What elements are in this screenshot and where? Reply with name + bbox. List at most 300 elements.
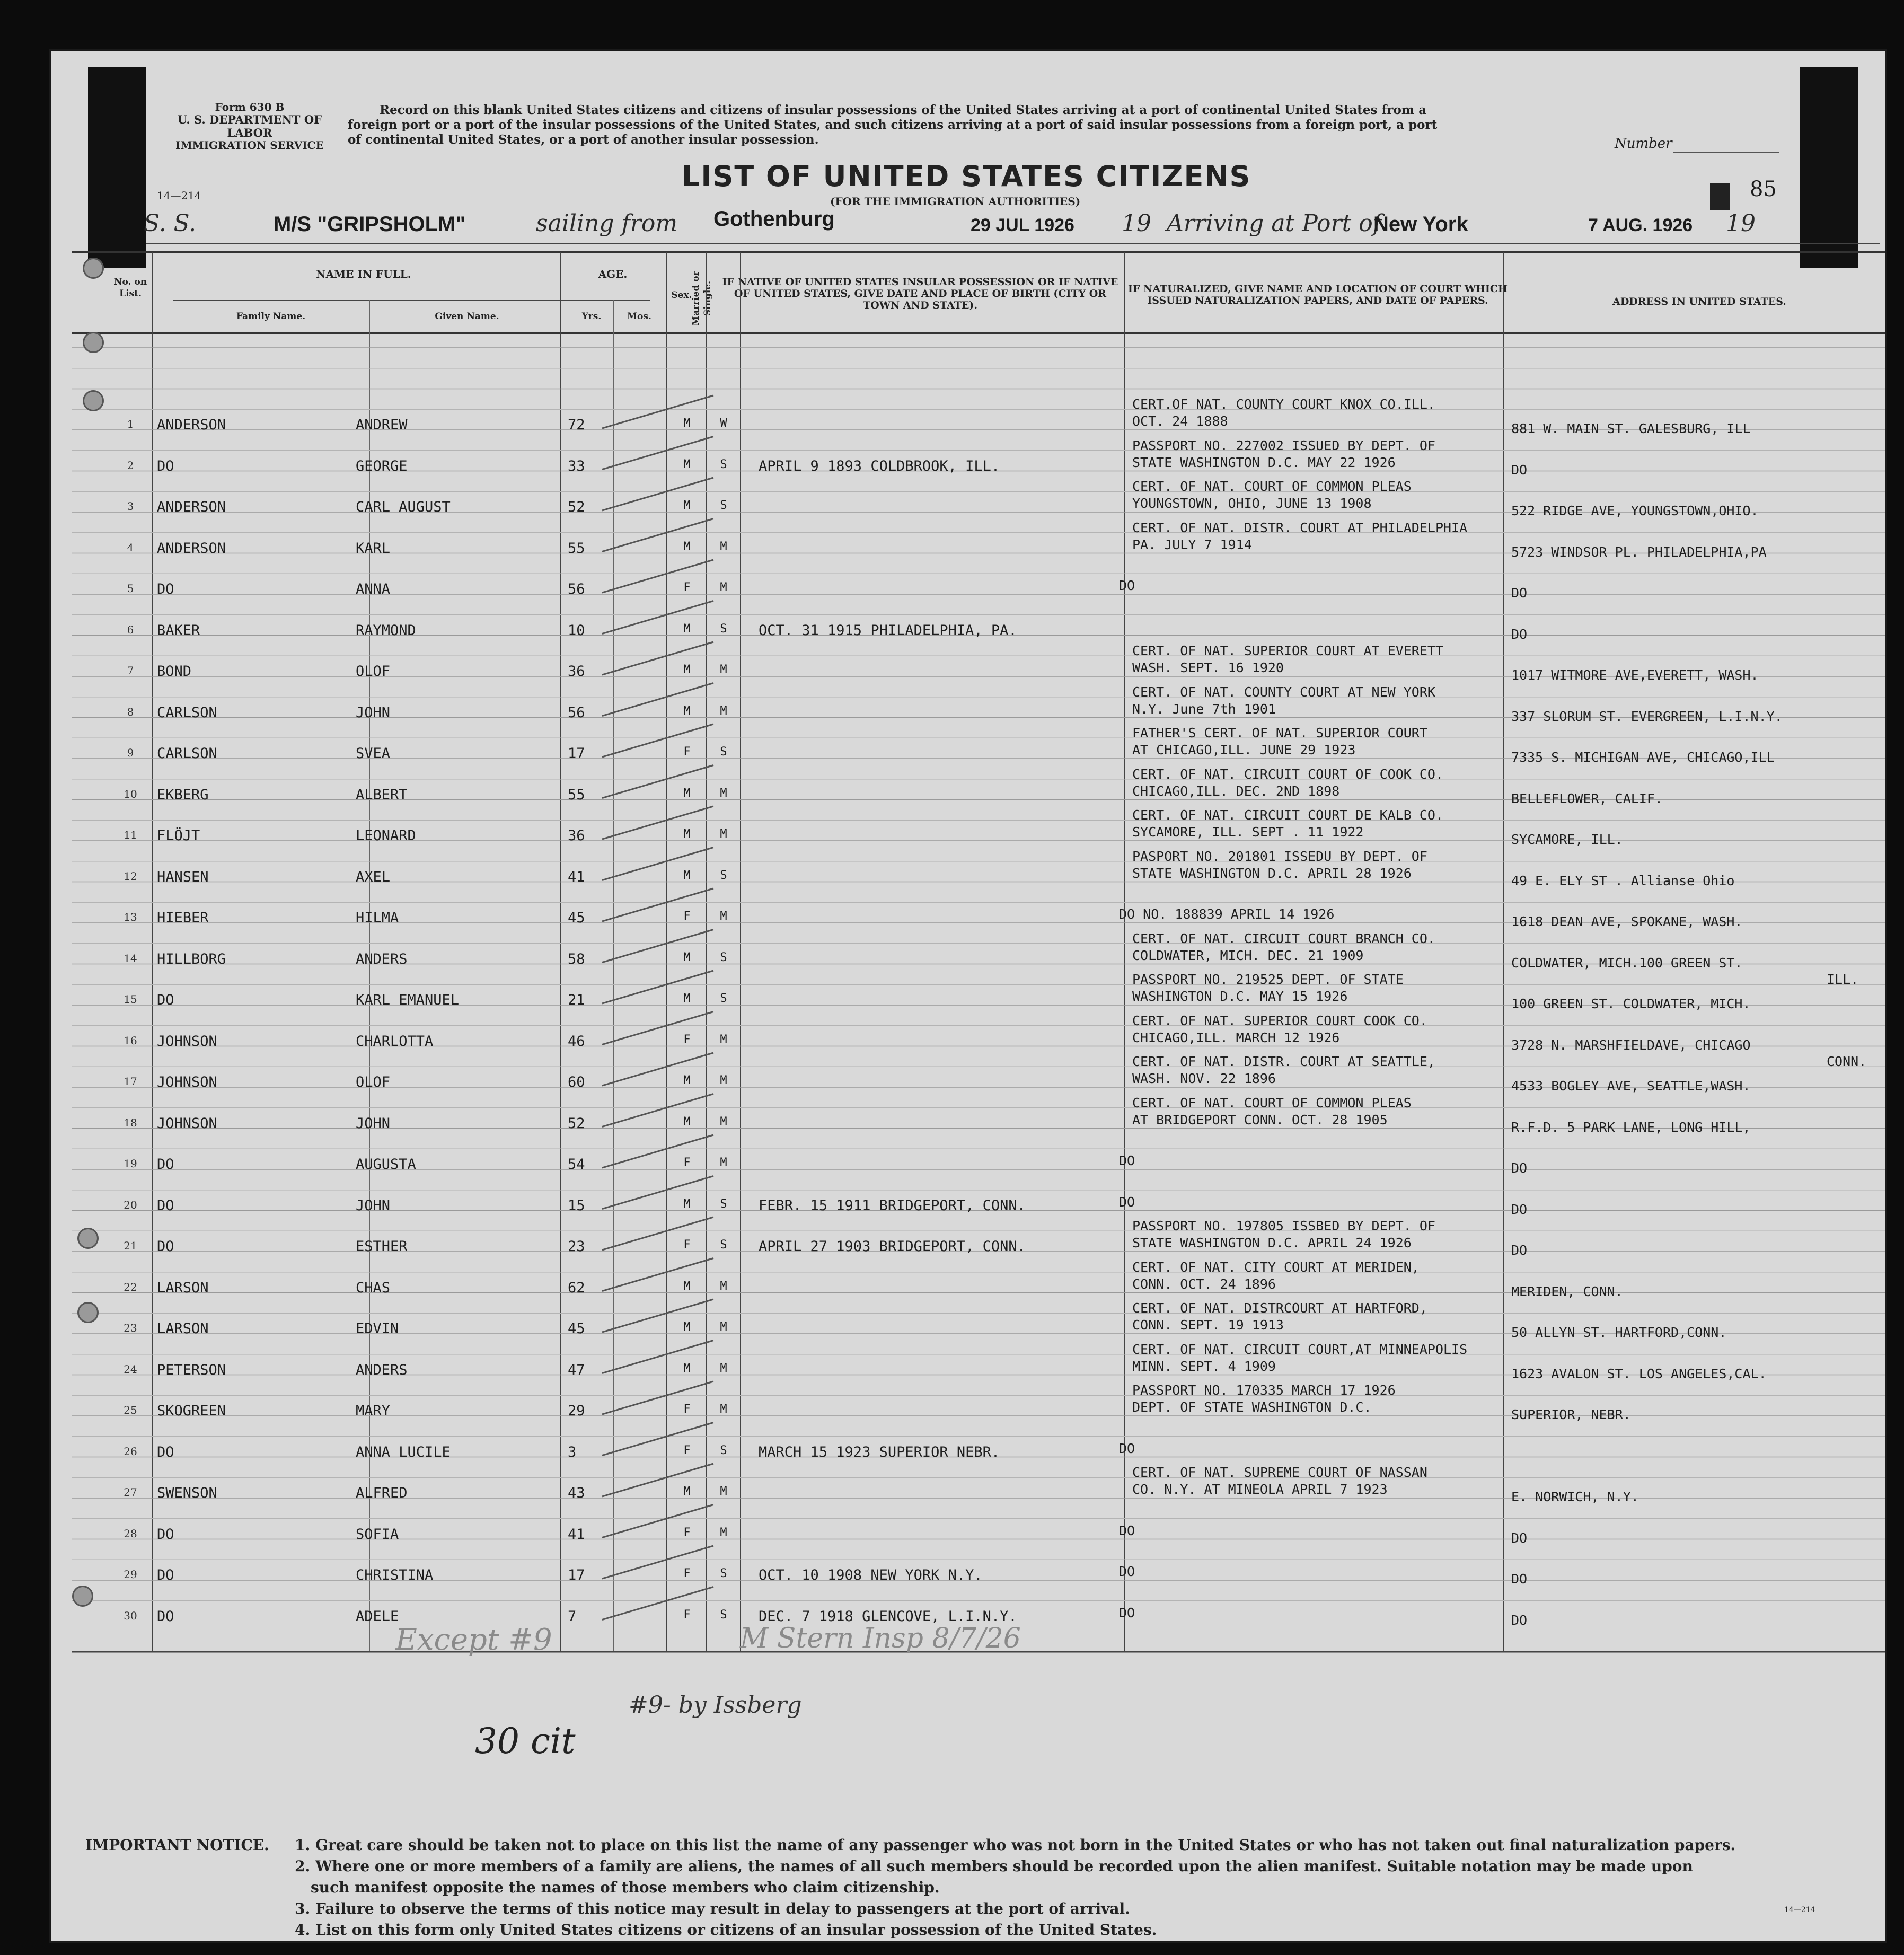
- age-years: 45: [568, 1320, 585, 1337]
- given-name: CHARLOTTA: [356, 1033, 434, 1050]
- header-months: Mos.: [627, 311, 651, 322]
- address: 881 W. MAIN ST. GALESBURG, ILL: [1511, 421, 1751, 436]
- age-years: 7: [568, 1608, 577, 1625]
- age-years: 17: [568, 745, 585, 762]
- sex-value: F: [683, 1156, 691, 1169]
- naturalization-line-2: STATE WASHINGTON D.C. APRIL 28 1926: [1132, 865, 1412, 881]
- row-number: 15: [124, 993, 137, 1006]
- address: 3728 N. MARSHFIELDAVE, CHICAGO: [1511, 1037, 1751, 1053]
- naturalization-line-2: STATE WASHINGTON D.C. APRIL 24 1926: [1132, 1235, 1412, 1251]
- sex-value: M: [683, 457, 691, 471]
- row-number: 1: [127, 418, 134, 430]
- sex-value: F: [683, 1608, 691, 1622]
- sex-value: M: [683, 499, 691, 512]
- given-name: MARY: [356, 1403, 391, 1419]
- address: DO: [1511, 1571, 1528, 1587]
- naturalization-line-2: DO: [1119, 1522, 1135, 1538]
- row-number: 26: [124, 1445, 137, 1458]
- family-name: CARLSON: [157, 745, 217, 762]
- given-name: CARL AUGUST: [356, 499, 451, 515]
- marital-status: M: [720, 1074, 727, 1087]
- family-name: SWENSON: [157, 1485, 217, 1501]
- punch-hole: [72, 1586, 93, 1607]
- page-subtitle: (FOR THE IMMIGRATION AUTHORITIES): [830, 195, 1081, 208]
- address: DO: [1511, 1243, 1528, 1258]
- marital-status: M: [720, 1485, 727, 1498]
- address: SUPERIOR, NEBR.: [1511, 1407, 1631, 1422]
- naturalization-line-1: CERT. OF NAT. SUPREME COURT OF NASSAN: [1132, 1465, 1427, 1480]
- family-name: DO: [157, 1443, 174, 1460]
- handwritten-citizen-count: 30 cit: [475, 1721, 576, 1762]
- sex-value: M: [683, 663, 691, 676]
- year-label-2: 19: [1726, 210, 1756, 237]
- naturalization-line-2: CONN. OCT. 24 1896: [1132, 1276, 1276, 1292]
- address: E. NORWICH, N.Y.: [1511, 1489, 1639, 1504]
- marital-status: S: [720, 745, 727, 759]
- given-name: SVEA: [356, 745, 391, 762]
- service-name: IMMIGRATION SERVICE: [175, 139, 324, 152]
- given-name: KARL: [356, 540, 391, 557]
- given-name: CHAS: [356, 1279, 391, 1296]
- given-name: LEONARD: [356, 827, 416, 844]
- naturalization-line-2: DO: [1119, 1194, 1135, 1210]
- given-name: ANDREW: [356, 417, 408, 433]
- header-address: ADDRESS IN UNITED STATES.: [1612, 296, 1786, 307]
- row-number: 9: [127, 746, 134, 759]
- birth-info: DEC. 7 1918 GLENCOVE, L.I.N.Y.: [759, 1608, 1017, 1625]
- marital-status: M: [720, 1115, 727, 1129]
- sailing-label: sailing from: [536, 210, 678, 237]
- given-name: ESTHER: [356, 1238, 408, 1255]
- row-number: 13: [124, 911, 137, 923]
- corner-code: 14—214: [1784, 1906, 1815, 1914]
- port-to: New York: [1373, 213, 1468, 236]
- address: 49 E. ELY ST . Allianse Ohio: [1511, 873, 1735, 888]
- age-years: 43: [568, 1485, 585, 1501]
- header-given-name: Given Name.: [435, 311, 499, 322]
- age-years: 46: [568, 1033, 585, 1050]
- sex-value: F: [683, 1567, 691, 1580]
- marital-status: S: [720, 868, 727, 882]
- marital-status: M: [720, 1361, 727, 1375]
- row-number: 11: [124, 829, 137, 841]
- address: 1618 DEAN AVE, SPOKANE, WASH.: [1511, 914, 1743, 929]
- sex-value: M: [683, 704, 691, 718]
- marital-status: M: [720, 581, 727, 594]
- family-name: DO: [157, 1526, 174, 1543]
- notice-item: 4. List on this form only United States citizens or citizens of an insular possession of the United States.: [295, 1921, 1157, 1939]
- row-number: 2: [127, 459, 134, 472]
- age-years: 17: [568, 1567, 585, 1583]
- row-number: 24: [124, 1362, 137, 1376]
- given-name: ANDERS: [356, 1361, 408, 1378]
- given-name: ANDERS: [356, 950, 408, 967]
- address-continuation: CONN.: [1827, 1054, 1867, 1069]
- given-name: ALFRED: [356, 1485, 408, 1501]
- department-name: U. S. DEPARTMENT OF LABOR: [177, 113, 322, 139]
- address: 100 GREEN ST. COLDWATER, MICH.: [1511, 996, 1751, 1011]
- header-name-in-full: NAME IN FULL.: [316, 268, 411, 280]
- sex-value: F: [683, 1526, 691, 1539]
- naturalization-line-1: CERT. OF NAT. DISTR. COURT AT PHILADELPHIA: [1132, 519, 1468, 535]
- age-years: 55: [568, 540, 585, 557]
- family-name: DO: [157, 1238, 174, 1255]
- given-name: JOHN: [356, 1115, 391, 1132]
- naturalization-line-1: PASSPORT NO. 227002 ISSUED BY DEPT. OF: [1132, 437, 1435, 453]
- naturalization-line-1: CERT. OF NAT. DISTRCOURT AT HARTFORD,: [1132, 1300, 1427, 1316]
- sex-value: F: [683, 1238, 691, 1252]
- address: 50 ALLYN ST. HARTFORD,CONN.: [1511, 1325, 1727, 1340]
- marital-status: M: [720, 663, 727, 676]
- handwritten-row9-note: #9- by Issberg: [629, 1692, 802, 1719]
- age-years: 41: [568, 1526, 585, 1543]
- row-number: 8: [127, 705, 134, 718]
- address: 4533 BOGLEY AVE, SEATTLE,WASH.: [1511, 1078, 1751, 1094]
- address: 5723 WINDSOR PL. PHILADELPHIA,PA: [1511, 544, 1767, 560]
- row-number: 20: [124, 1198, 137, 1211]
- age-years: 56: [568, 581, 585, 597]
- ss-label: S. S.: [144, 210, 197, 237]
- naturalization-line-1: CERT. OF NAT. CIRCUIT COURT OF COOK CO.: [1132, 766, 1443, 782]
- row-number: 21: [124, 1239, 137, 1252]
- marital-status: M: [720, 910, 727, 923]
- naturalization-line-2: DEPT. OF STATE WASHINGTON D.C.: [1132, 1399, 1372, 1415]
- family-name: DO: [157, 992, 174, 1008]
- age-years: 23: [568, 1238, 585, 1255]
- marital-status: M: [720, 827, 727, 841]
- age-years: 33: [568, 457, 585, 474]
- family-name: DO: [157, 1197, 174, 1214]
- address: DO: [1511, 1612, 1528, 1628]
- sex-value: M: [683, 1074, 691, 1087]
- age-years: 41: [568, 868, 585, 885]
- given-name: KARL EMANUEL: [356, 992, 460, 1008]
- marital-status: S: [720, 457, 727, 471]
- given-name: CHRISTINA: [356, 1567, 434, 1583]
- marital-status: W: [720, 417, 727, 430]
- notice-item: such manifest opposite the names of those members who claim citizenship.: [311, 1879, 940, 1896]
- header-years: Yrs.: [581, 311, 602, 322]
- age-years: 15: [568, 1197, 585, 1214]
- row-number: 3: [127, 500, 134, 513]
- marital-status: S: [720, 950, 727, 964]
- family-name: BAKER: [157, 622, 200, 639]
- marital-status: M: [720, 704, 727, 718]
- birth-info: MARCH 15 1923 SUPERIOR NEBR.: [759, 1443, 1000, 1460]
- sex-value: F: [683, 1403, 691, 1416]
- sex-value: M: [683, 992, 691, 1005]
- notice-item: 3. Failure to observe the terms of this notice may result in delay to passengers at the port of arrival.: [295, 1900, 1130, 1917]
- row-number: 16: [124, 1034, 137, 1047]
- marital-status: M: [720, 1526, 727, 1539]
- naturalization-line-2: STATE WASHINGTON D.C. MAY 22 1926: [1132, 454, 1396, 470]
- naturalization-line-1: CERT. OF NAT. CITY COURT AT MERIDEN,: [1132, 1259, 1420, 1275]
- address-continuation: ILL.: [1827, 972, 1859, 987]
- notice-heading: IMPORTANT NOTICE.: [85, 1836, 269, 1854]
- age-years: 52: [568, 499, 585, 515]
- sex-value: F: [683, 1033, 691, 1046]
- marital-status: M: [720, 1033, 727, 1046]
- naturalization-line-2: WASHINGTON D.C. MAY 15 1926: [1132, 989, 1348, 1004]
- row-number: 6: [127, 623, 134, 636]
- address: SYCAMORE, ILL.: [1511, 832, 1623, 847]
- naturalization-line-2: CHICAGO,ILL. MARCH 12 1926: [1132, 1029, 1340, 1045]
- row-number: 27: [124, 1486, 137, 1499]
- sex-value: F: [683, 1443, 691, 1457]
- family-name: DO: [157, 1156, 174, 1173]
- naturalization-line-1: CERT. OF NAT. COUNTY COURT AT NEW YORK: [1132, 684, 1435, 700]
- row-number: 30: [124, 1609, 137, 1622]
- family-name: ANDERSON: [157, 499, 226, 515]
- naturalization-line-2: CHICAGO,ILL. DEC. 2ND 1898: [1132, 783, 1340, 799]
- marital-status: M: [720, 1320, 727, 1334]
- birth-info: APRIL 27 1903 BRIDGEPORT, CONN.: [759, 1238, 1026, 1255]
- given-name: AUGUSTA: [356, 1156, 416, 1173]
- naturalization-line-1: CERT. OF NAT. DISTR. COURT AT SEATTLE,: [1132, 1054, 1435, 1069]
- page-title: LIST OF UNITED STATES CITIZENS: [682, 160, 1251, 193]
- naturalization-line-2: DO: [1119, 578, 1135, 593]
- row-number: 23: [124, 1322, 137, 1334]
- naturalization-line-2: CONN. SEPT. 19 1913: [1132, 1317, 1284, 1333]
- list-number: 85: [1750, 177, 1777, 201]
- marital-status: M: [720, 1156, 727, 1169]
- address: BELLEFLOWER, CALIF.: [1511, 790, 1663, 806]
- naturalization-line-2: WASH. SEPT. 16 1920: [1132, 660, 1284, 675]
- punch-hole: [77, 1302, 99, 1323]
- family-name: DO: [157, 1608, 174, 1625]
- given-name: JOHN: [356, 704, 391, 721]
- naturalization-line-1: CERT. OF NAT. CIRCUIT COURT BRANCH CO.: [1132, 930, 1435, 946]
- sex-value: M: [683, 417, 691, 430]
- birth-info: APRIL 9 1893 COLDBROOK, ILL.: [759, 457, 1000, 474]
- naturalization-line-2: CO. N.Y. AT MINEOLA APRIL 7 1923: [1132, 1482, 1388, 1497]
- record-line-1: Record on this blank United States citizens and citizens of insular possessions of the United States arriving at a port of continental United States from a: [380, 103, 1427, 117]
- age-years: 62: [568, 1279, 585, 1296]
- family-name: EKBERG: [157, 786, 209, 803]
- age-years: 47: [568, 1361, 585, 1378]
- punch-hole: [83, 390, 104, 411]
- naturalization-line-1: PASPORT NO. 201801 ISSEDU BY DEPT. OF: [1132, 848, 1427, 864]
- family-name: ANDERSON: [157, 417, 226, 433]
- sex-value: M: [683, 827, 691, 841]
- family-name: SKOGREEN: [157, 1403, 226, 1419]
- sex-value: M: [683, 1197, 691, 1211]
- naturalization-line-2: AT BRIDGEPORT CONN. OCT. 28 1905: [1132, 1112, 1388, 1128]
- sex-value: M: [683, 1361, 691, 1375]
- sex-value: M: [683, 1320, 691, 1334]
- form-number: Form 630 B: [215, 101, 285, 113]
- sex-value: M: [683, 1279, 691, 1293]
- punch-hole: [83, 258, 104, 279]
- age-years: 36: [568, 827, 585, 844]
- header-naturalized: IF NATURALIZED, GIVE NAME AND LOCATION OF COURT WHICH ISSUED NATURALIZATION PAPERS, AND DATE OF PAPERS.: [1128, 283, 1508, 306]
- header-no: No. on List.: [113, 277, 147, 299]
- given-name: JOHN: [356, 1197, 391, 1214]
- row-number: 22: [124, 1280, 137, 1293]
- address: DO: [1511, 585, 1528, 601]
- age-years: 3: [568, 1443, 577, 1460]
- header-married: Married or Single.: [691, 271, 713, 326]
- family-name: ANDERSON: [157, 540, 226, 557]
- given-name: GEORGE: [356, 457, 408, 474]
- marital-status: S: [720, 992, 727, 1005]
- naturalization-line-2: COLDWATER, MICH. DEC. 21 1909: [1132, 947, 1364, 963]
- address: COLDWATER, MICH.100 GREEN ST.: [1511, 955, 1743, 971]
- marital-status: M: [720, 1279, 727, 1293]
- header-sex: Sex.: [671, 290, 692, 301]
- naturalization-line-2: MINN. SEPT. 4 1909: [1132, 1358, 1276, 1374]
- naturalization-line-1: CERT. OF NAT. COURT OF COMMON PLEAS: [1132, 1095, 1412, 1111]
- side-code: 14—214: [157, 189, 201, 202]
- address: 1017 WITMORE AVE,EVERETT, WASH.: [1511, 667, 1759, 683]
- naturalization-line-2: WASH. NOV. 22 1896: [1132, 1071, 1276, 1086]
- sex-value: M: [683, 950, 691, 964]
- row-number: 12: [124, 869, 137, 883]
- birth-info: FEBR. 15 1911 BRIDGEPORT, CONN.: [759, 1197, 1026, 1214]
- ship-name: M/S "GRIPSHOLM": [274, 213, 466, 236]
- birth-info: OCT. 31 1915 PHILADELPHIA, PA.: [759, 622, 1017, 639]
- family-name: DO: [157, 1567, 174, 1583]
- given-name: RAYMOND: [356, 622, 416, 639]
- row-number: 18: [124, 1116, 137, 1129]
- naturalization-line-2: N.Y. June 7th 1901: [1132, 701, 1276, 717]
- family-name: CARLSON: [157, 704, 217, 721]
- given-name: SOFIA: [356, 1526, 399, 1543]
- arrive-date: 7 AUG. 1926: [1588, 215, 1693, 235]
- header-family-name: Family Name.: [236, 311, 306, 322]
- naturalization-line-1: CERT. OF NAT. SUPERIOR COURT AT EVERETT: [1132, 643, 1443, 658]
- row-number: 14: [124, 952, 137, 965]
- handwritten-except-note: Except #9: [395, 1623, 552, 1657]
- naturalization-line-2: OCT. 24 1888: [1132, 413, 1228, 429]
- given-name: OLOF: [356, 1074, 391, 1090]
- naturalization-line-1: PASSPORT NO. 197805 ISSBED BY DEPT. OF: [1132, 1218, 1435, 1234]
- row-number: 4: [127, 541, 134, 554]
- age-years: 52: [568, 1115, 585, 1132]
- naturalization-line-2: AT CHICAGO,ILL. JUNE 29 1923: [1132, 742, 1356, 758]
- naturalization-line-2: DO: [1119, 1564, 1135, 1579]
- given-name: EDVIN: [356, 1320, 399, 1337]
- family-name: DO: [157, 581, 174, 597]
- naturalization-line-2: DO: [1119, 1440, 1135, 1456]
- marital-status: M: [720, 540, 727, 553]
- marital-status: M: [720, 786, 727, 800]
- record-line-2: foreign port or a port of the insular possessions of the United States, and such citizens arriving at a port of said insular possessions from a foreign port, a port: [348, 118, 1438, 132]
- given-name: ANNA: [356, 581, 391, 597]
- address: 7335 S. MICHIGAN AVE, CHICAGO,ILL: [1511, 750, 1775, 765]
- sex-value: M: [683, 1115, 691, 1129]
- sex-value: F: [683, 745, 691, 759]
- arriving-label: Arriving at Port of: [1167, 210, 1382, 237]
- age-years: 58: [568, 950, 585, 967]
- record-line-3: of continental United States, or a port of another insular possession.: [348, 133, 819, 147]
- marital-status: S: [720, 1238, 727, 1252]
- naturalization-line-2: SYCAMORE, ILL. SEPT . 11 1922: [1132, 824, 1364, 840]
- marital-status: S: [720, 1608, 727, 1622]
- address: 1623 AVALON ST. LOS ANGELES,CAL.: [1511, 1366, 1767, 1381]
- naturalization-line-2: YOUNGSTOWN, OHIO, JUNE 13 1908: [1132, 496, 1372, 511]
- sex-value: M: [683, 868, 691, 882]
- given-name: ANNA LUCILE: [356, 1443, 451, 1460]
- given-name: AXEL: [356, 868, 391, 885]
- naturalization-line-1: PASSPORT NO. 219525 DEPT. OF STATE: [1132, 972, 1404, 987]
- given-name: ALBERT: [356, 786, 408, 803]
- naturalization-line-1: PASSPORT NO. 170335 MARCH 17 1926: [1132, 1382, 1396, 1398]
- marital-status: S: [720, 499, 727, 512]
- manifest-sheet: [51, 51, 1885, 1941]
- row-number: 5: [127, 582, 134, 595]
- address: DO: [1511, 626, 1528, 642]
- sex-value: M: [683, 622, 691, 636]
- header-age: AGE.: [598, 268, 628, 280]
- naturalization-line-2: DO: [1119, 1605, 1135, 1621]
- given-name: HILMA: [356, 910, 399, 926]
- notice-item: 2. Where one or more members of a family are aliens, the names of all such members should be recorded upon the alien manifest. Suitable notation may be made upon: [295, 1857, 1693, 1875]
- age-years: 55: [568, 786, 585, 803]
- given-name: ADELE: [356, 1608, 399, 1625]
- naturalization-line-1: CERT. OF NAT. SUPERIOR COURT COOK CO.: [1132, 1012, 1427, 1028]
- address: DO: [1511, 1201, 1528, 1217]
- birth-info: OCT. 10 1908 NEW YORK N.Y.: [759, 1567, 983, 1583]
- sex-value: M: [683, 540, 691, 553]
- age-years: 21: [568, 992, 585, 1008]
- marital-status: S: [720, 1567, 727, 1580]
- number-label: Number: [1615, 136, 1672, 152]
- sex-value: M: [683, 786, 691, 800]
- family-name: LARSON: [157, 1320, 209, 1337]
- age-years: 29: [568, 1403, 585, 1419]
- notice-items: [295, 1835, 1858, 1941]
- notice-item: 1. Great care should be taken not to place on this list the name of any passenger who was not born in the United States or who has not taken out final naturalization papers.: [295, 1836, 1736, 1854]
- naturalization-line-1: FATHER'S CERT. OF NAT. SUPERIOR COURT: [1132, 725, 1427, 741]
- address: 522 RIDGE AVE, YOUNGSTOWN,OHIO.: [1511, 503, 1759, 518]
- naturalization-line-2: PA. JULY 7 1914: [1132, 536, 1252, 552]
- naturalization-line-1: CERT. OF NAT. CIRCUIT COURT DE KALB CO.: [1132, 807, 1443, 823]
- family-name: JOHNSON: [157, 1115, 217, 1132]
- row-number: 10: [124, 787, 137, 800]
- port-from: Gothenburg: [713, 207, 835, 231]
- sex-value: F: [683, 910, 691, 923]
- age-years: 45: [568, 910, 585, 926]
- naturalization-line-2: DO NO. 188839 APRIL 14 1926: [1119, 906, 1335, 922]
- family-name: HIEBER: [157, 910, 209, 926]
- naturalization-line-1: CERT. OF NAT. CIRCUIT COURT,AT MINNEAPOLIS: [1132, 1341, 1468, 1357]
- address: DO: [1511, 1530, 1528, 1546]
- naturalization-line-1: CERT. OF NAT. COURT OF COMMON PLEAS: [1132, 479, 1412, 494]
- year-label: 19: [1122, 210, 1151, 237]
- marital-status: S: [720, 1443, 727, 1457]
- row-number: 29: [124, 1568, 137, 1581]
- age-years: 72: [568, 417, 585, 433]
- address: DO: [1511, 462, 1528, 478]
- address: 337 SLORUM ST. EVERGREEN, L.I.N.Y.: [1511, 708, 1783, 724]
- family-name: DO: [157, 457, 174, 474]
- family-name: LARSON: [157, 1279, 209, 1296]
- punch-hole: [77, 1228, 99, 1249]
- family-name: PETERSON: [157, 1361, 226, 1378]
- family-name: BOND: [157, 663, 192, 680]
- row-number: 7: [127, 664, 134, 677]
- age-years: 56: [568, 704, 585, 721]
- address: MERIDEN, CONN.: [1511, 1283, 1623, 1299]
- marital-status: S: [720, 622, 727, 636]
- given-name: OLOF: [356, 663, 391, 680]
- family-name: JOHNSON: [157, 1074, 217, 1090]
- row-number: 19: [124, 1157, 137, 1170]
- row-number: 25: [124, 1404, 137, 1416]
- naturalization-line-2: DO: [1119, 1153, 1135, 1168]
- age-years: 36: [568, 663, 585, 680]
